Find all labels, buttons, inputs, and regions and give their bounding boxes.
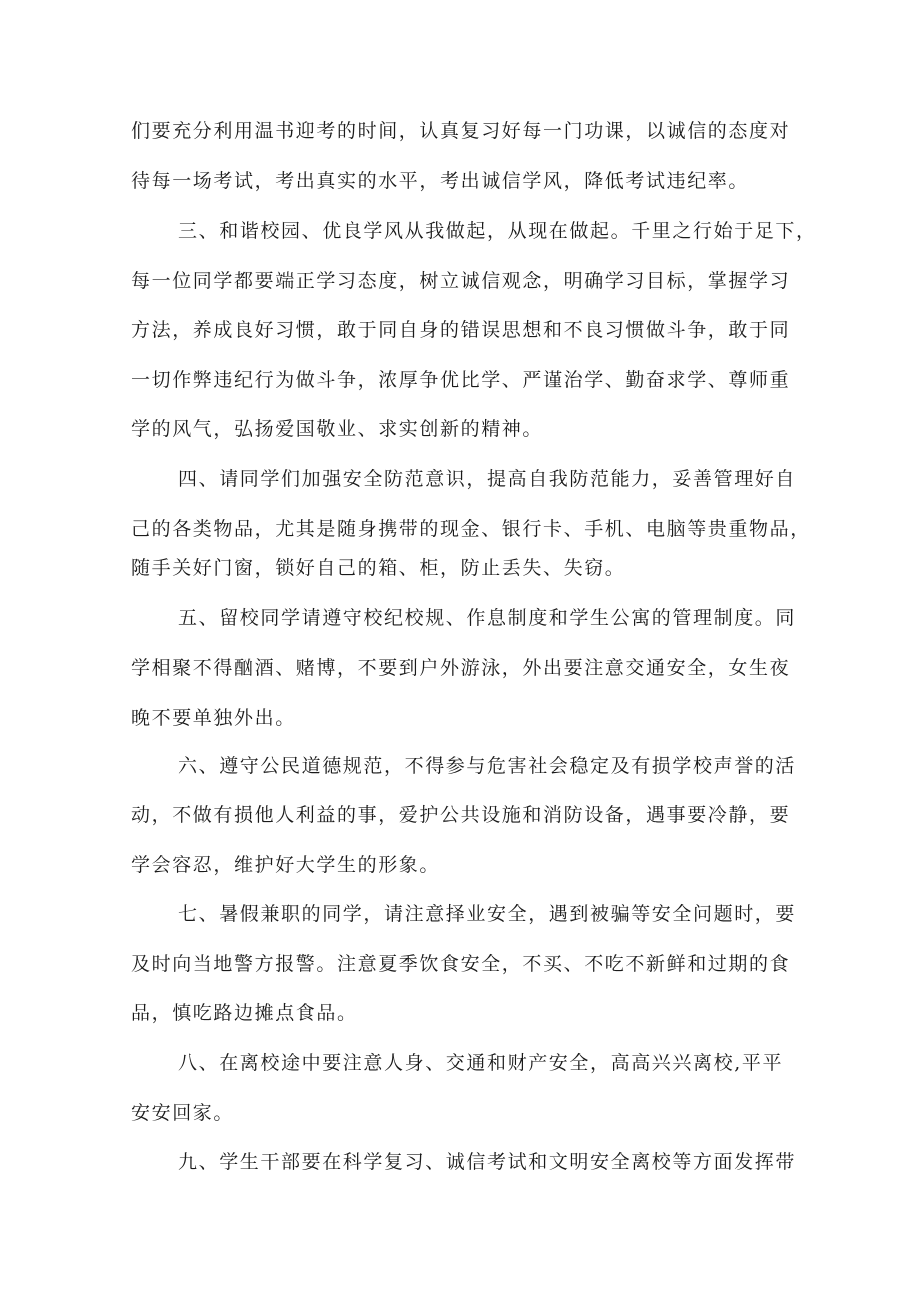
text-line: 一切作弊违纪行为做斗争，浓厚争优比学、严谨治学、勤奋求学、尊师重: [131, 369, 791, 391]
text-line: 们要充分利用温书迎考的时间，认真复习好每一门功课，以诚信的态度对: [131, 120, 791, 142]
text-line: 品，慎吃路边摊点食品。: [131, 1002, 358, 1024]
paragraph-first-line: 三、和谐校园、优良学风从我做起，从现在做起。千里之行始于足下，: [178, 220, 817, 242]
text-line: 随手关好门窗，锁好自己的箱、柜，防止丢失、失窃。: [131, 557, 626, 579]
paragraph-first-line: 八、在离校途中要注意人身、交通和财产安全，高高兴兴离校,平平: [178, 1052, 784, 1074]
paragraph-first-line: 四、请同学们加强安全防范意识，提高自我防范能力，妥善管理好自: [178, 468, 797, 490]
text-line: 每一位同学都要端正学习态度，树立诚信观念，明确学习目标，掌握学习: [131, 270, 791, 292]
text-line: 待每一场考试，考出真实的水平，考出诚信学风，降低考试违纪率。: [131, 170, 750, 192]
paragraph-first-line: 六、遵守公民道德规范，不得参与危害社会稳定及有损学校声誉的活: [178, 755, 797, 777]
text-line: 安安回家。: [131, 1102, 235, 1124]
text-line: 及时向当地警方报警。注意夏季饮食安全，不买、不吃不新鲜和过期的食: [131, 953, 791, 975]
paragraph-first-line: 五、留校同学请遵守校纪校规、作息制度和学生公寓的管理制度。同: [178, 607, 797, 629]
text-line: 学相聚不得酗酒、赌博，不要到户外游泳，外出要注意交通安全，女生夜: [131, 657, 791, 679]
paragraph-first-line: 九、学生干部要在科学复习、诚信考试和文明安全离校等方面发挥带: [178, 1151, 797, 1173]
text-line: 学会容忍，维护好大学生的形象。: [131, 854, 441, 876]
text-line: 动，不做有损他人利益的事，爱护公共设施和消防设备，遇事要冷静，要: [131, 804, 791, 826]
text-line: 学的风气，弘扬爱国敬业、求实创新的精神。: [131, 418, 544, 440]
text-line: 方法，养成良好习惯，敢于同自身的错误思想和不良习惯做斗争，敢于同: [131, 319, 791, 341]
text-line: 己的各类物品，尤其是随身携带的现金、银行卡、手机、电脑等贵重物品，: [131, 518, 811, 540]
paragraph-first-line: 七、暑假兼职的同学，请注意择业安全，遇到被骗等安全问题时，要: [178, 903, 797, 925]
text-line: 晚不要单独外出。: [131, 707, 296, 729]
